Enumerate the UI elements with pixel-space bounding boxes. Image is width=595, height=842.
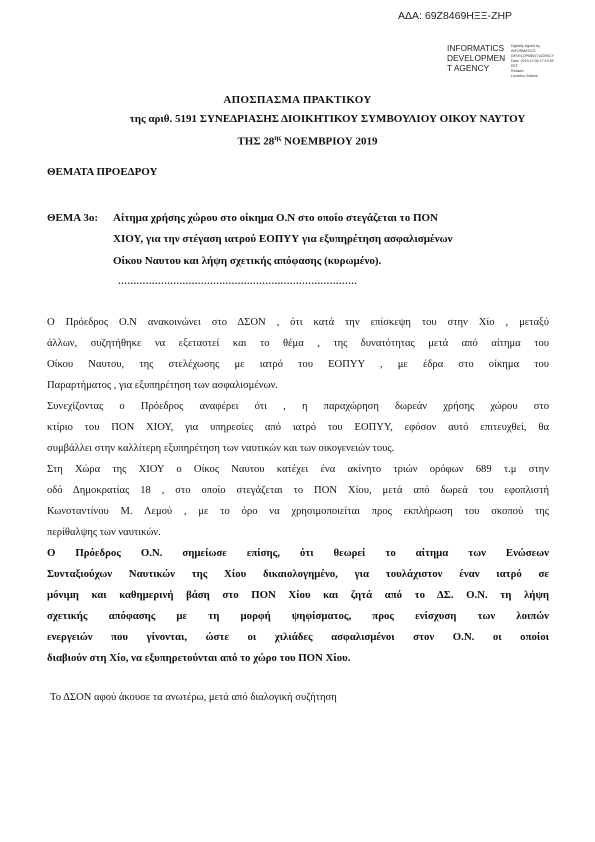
session-date <box>10 134 595 148</box>
signature-detail-line: Location: Athens <box>511 74 538 78</box>
theme-label: ΘΕΜΑ 3ο: <box>47 212 99 224</box>
theme-title-line: Αίτημα χρήσης χώρου στο οίκημα Ο.Ν στο οποίο στεγάζεται το ΠΟΝ <box>113 212 438 224</box>
section-heading: ΘΕΜΑΤΑ ΠΡΟΕΔΡΟΥ <box>47 166 158 178</box>
closing-line: Το ΔΣΟΝ αφού άκουσε τα ανωτέρω, μετά από διαλογική συζήτηση <box>50 692 337 703</box>
document-title: ΑΠΟΣΠΑΣΜΑ ΠΡΑΚΤΙΚΟΥ <box>223 94 372 106</box>
theme-title-line: ΧΙΟΥ, για την στέγαση ιατρού ΕΟΠΥΥ για εξυπηρέτηση ασφαλισμένων <box>113 233 453 245</box>
stamp-line: DEVELOPMEN <box>447 53 506 63</box>
paragraph-line: ενεργειών που γίνονται, ώστε οι χιλιάδες ασφαλισμένοι στον Ο.Ν. οι οποίοι <box>47 631 549 643</box>
signature-detail-line: Reason: <box>511 69 525 73</box>
paragraph-line: Στη Χώρα της ΧΙΟΥ ο Οίκος Ναυτου κατέχει ένα ακίνητο τριών ορόφων 689 τ.μ στην <box>47 464 549 475</box>
date-suffix: ΝΟΕΜΒΡΙΟΥ 2019 <box>281 135 378 148</box>
paragraph-line: Συνεχίζοντας ο Πρόεδρος αναφέρει ότι , η παραχώρηση δωρεάν χρήσης χώρου στο <box>47 401 549 412</box>
paragraph-property <box>47 459 549 543</box>
signature-detail-line: DEVELOPMENT AGENCY <box>511 54 555 58</box>
date-prefix: ΤΗΣ 28 <box>237 135 275 148</box>
paragraph-request <box>47 543 549 669</box>
paragraph-line: διαβιούν στη Χίο, να εξυπηρετούνται από το χώρο του ΠΟΝ Χίου. <box>47 652 351 664</box>
paragraph-line: Οίκου Ναυτου, της στελέχωσης με ιατρό του ΕΟΠΥΥ , με έδρα στο οίκημα του <box>47 359 549 370</box>
session-line: της αριθ. 5191 ΣΥΝΕΔΡΙΑΣΗΣ ΔΙΟΙΚΗΤΙΚΟΥ ΣΥΜΒΟΥΛΙΟΥ ΟΙΚΟΥ ΝΑΥΤΟΥ <box>129 113 526 125</box>
paragraph-line: μόνιμη και καθημερινή βάση στο ΠΟΝ Χίου και ζητά από το ΔΣ. Ο.Ν. τη λήψη <box>47 589 549 601</box>
signature-detail-line: Digitally signed by <box>511 44 540 48</box>
signature-detail-line: EET <box>511 64 518 68</box>
paragraph-line: Συνταξιούχων Ναυτικών της Χίου δικαιολογημένο, για τουλάχιστον έναν ιατρό σε <box>47 568 549 580</box>
ada-code: ΑΔΑ: 69Ζ8469ΗΞΞ-ΖΗΡ <box>398 10 513 22</box>
signature-details <box>511 44 581 79</box>
signature-detail-line: Date: 2019.12.06 17:10:59 <box>511 59 554 63</box>
paragraph-line: Παραρτήματος , για εξυπηρέτηση των ασφαλισμένων. <box>47 380 279 391</box>
paragraph-line: κτίριο του ΠΟΝ ΧΙΟΥ, για υπηρεσίες από ιατρό του ΕΟΠΥΥ, εφόσον αυτό επιτευχθεί, θα <box>47 422 549 433</box>
paragraph-line: περίθαλψης των ναυτικών. <box>47 527 161 538</box>
theme-title-line: Οίκου Ναυτου και λήψη σχετικής απόφασης (κυρωμένο). <box>113 255 382 267</box>
paragraph-announcement <box>47 312 549 396</box>
date-ordinal: ης <box>274 134 282 142</box>
signature-detail-line: INFORMATICS <box>511 49 536 53</box>
paragraph-continuation <box>47 396 549 459</box>
paragraph-line: Ο Πρόεδρος Ο.Ν. σημείωσε επίσης, ότι θεωρεί το αίτημα των Ενώσεων <box>47 547 549 559</box>
paragraph-line: Κωνσταντίνου Μ. Λεμού , με το όρο να χρησιμοποιείται προς εκπλήρωση του σκοπού της <box>47 506 549 517</box>
paragraph-line: σχετικής απόφασης με τη μορφή ψηφίσματος, προς ενίσχυση των λοιπών <box>47 610 549 622</box>
paragraph-line: Ο Πρόεδρος Ο.Ν ανακοινώνει στο ΔΣΟΝ , ότι κατά την επίσκεψη του στην Χίο , μεταξύ <box>47 317 549 328</box>
paragraph-line: οδό Δημοκρατίας 18 , στο οποίο στεγάζεται το ΠΟΝ Χίου, μετά από δωρεά του εφοπλιστή <box>47 485 549 496</box>
stamp-line: T AGENCY <box>447 63 490 73</box>
signature-stamp <box>447 43 505 73</box>
stamp-line: INFORMATICS <box>447 43 505 53</box>
dotted-separator: …………………………………………………………………… <box>118 276 358 286</box>
paragraph-line: συμβάλλει στην καλλίτερη εξυπηρέτηση των ναυτικών και των οικογενειών τους. <box>47 443 395 454</box>
paragraph-line: άλλων, συζητήθηκε να εξεταστεί και το θέμα , της δυνατότητας μετά από αίτημα του <box>47 338 549 349</box>
